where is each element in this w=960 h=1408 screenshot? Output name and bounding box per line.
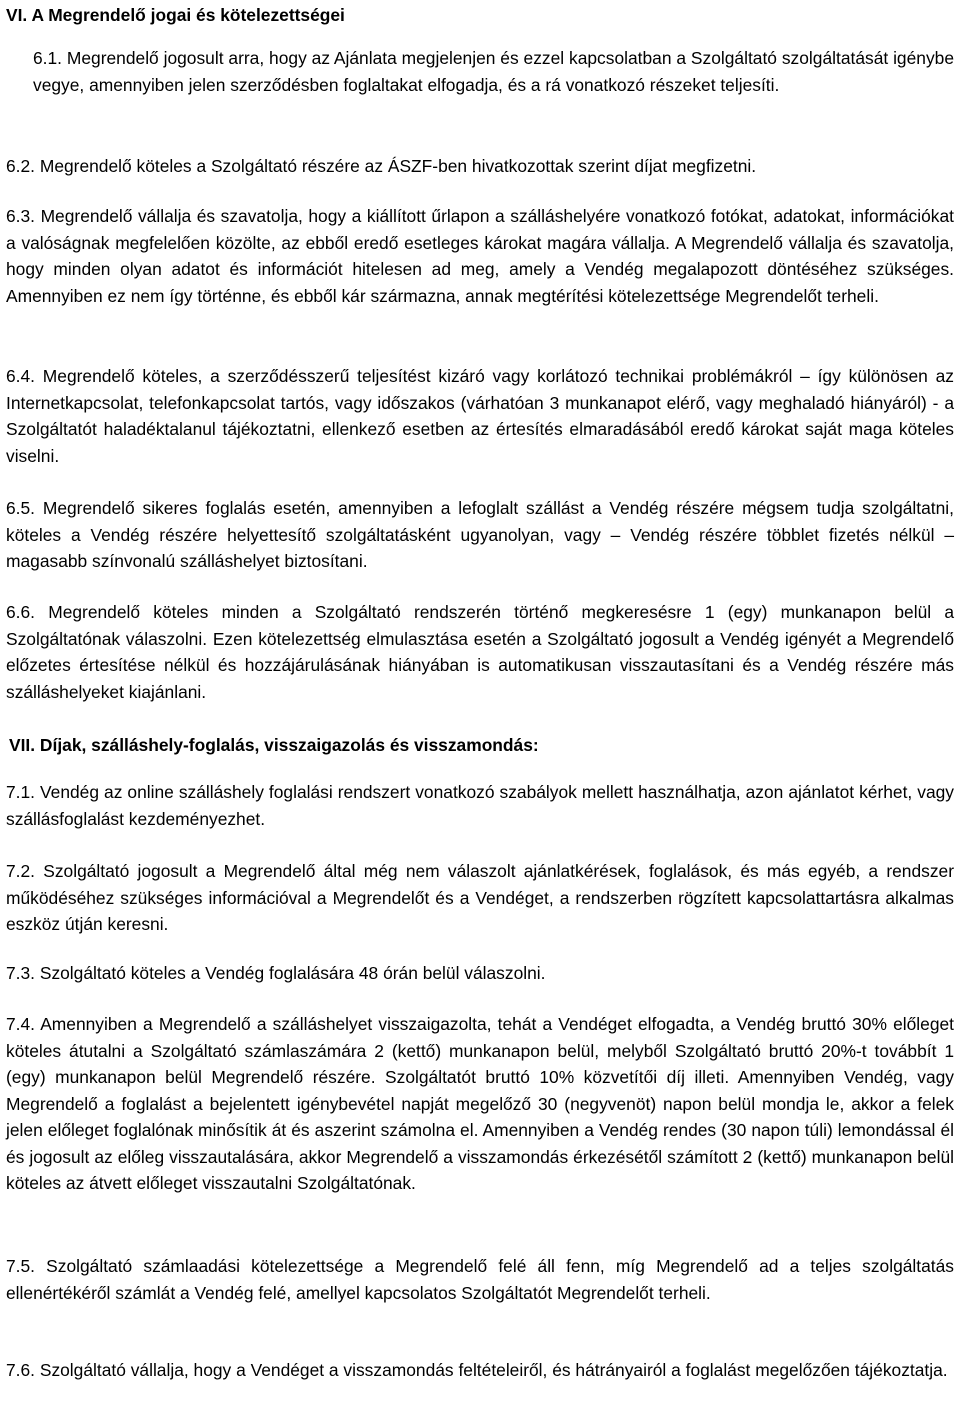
paragraph-6-4: 6.4. Megrendelő köteles, a szerződésszerű teljesítést kizáró vagy korlátozó technikai problémákról – így különösen az Internetkapcsolat, telefonkapcsolat tartós, vagy időszakos (várhatóan 3 munkanapot elérő, vagy meghaladó hiányáról) - a Szolgáltatót haladéktalanul tájékoztatni, ellenkező esetben az értesítés elmaradásából eredő károkat saját maga köteles viselni. (6, 366, 954, 466)
paragraph-7-4: 7.4. Amennyiben a Megrendelő a szálláshelyet visszaigazolta, tehát a Vendéget elfogadta, a Vendég bruttó 30% előleget köteles átutalni a Szolgáltató számlaszámára 2 (kettő) munkanapon belül, melyből Szolgáltató bruttó 20%-t továbbít 1 (egy) munkanapon belül Megrendelő részére. Szolgáltatót bruttó 10% közvetítői díj illeti. Amennyiben Vendég, vagy Megrendelő a foglalást a bejelentett igénybevétel napját megelőző 30 (negyvenöt) napon belül mondja le, akkor a felek jelen előleget foglalónak minősítik át és aszerint számolna el. Amennyiben a Vendég rendes (30 napon túli) lemondással él és jogosult az előleg visszautalására, akkor Megrendelő a visszamondás érkezésétől számított 2 (kettő) munkanapon belül köteles az átvett előleget visszautalni Szolgáltatónak. (6, 1014, 954, 1193)
paragraph-6-5: 6.5. Megrendelő sikeres foglalás esetén, amennyiben a lefoglalt szállást a Vendég részére mégsem tudja szolgáltatni, köteles a Vendég részére helyettesítő szolgáltatásként ugyanolyan, vagy – Vendég részére többlet fizetés nélkül – magasabb színvonalú szálláshelyet biztosítani. (6, 498, 954, 571)
section-heading: VI. A Megrendelő jogai és kötelezettségei (6, 5, 345, 25)
paragraph-6-1: 6.1. Megrendelő jogosult arra, hogy az Ajánlata megjelenjen és ezzel kapcsolatban a Szolgáltató szolgáltatását igénybe vegye, amennyiben jelen szerződésben foglaltakat elfogadja, és a rá vonatkozó részeket teljesíti. (33, 48, 954, 95)
paragraph-7-2: 7.2. Szolgáltató jogosult a Megrendelő által még nem válaszolt ajánlatkérések, foglalások, és más egyéb, a rendszer működéséhez szükséges információval a Megrendelőt és a Vendéget, a rendszerben rögzített kapcsolattartásra alkalmas eszköz útján keresni. (6, 861, 954, 934)
section-heading: VII. Díjak, szálláshely-foglalás, visszaigazolás és visszamondás: (9, 735, 539, 755)
paragraph-6-2: 6.2. Megrendelő köteles a Szolgáltató részére az ÁSZF-ben hivatkozottak szerint díjat megfizetni. (6, 156, 757, 176)
paragraph-6-6: 6.6. Megrendelő köteles minden a Szolgáltató rendszerén történő megkeresésre 1 (egy) munkanapon belül a Szolgáltatónak válaszolni. Ezen kötelezettség elmulasztása esetén a Szolgáltató jogosult a Vendég igényét a Megrendelő előzetes értesítése nélkül és hozzájárulásának hiányában is automatikusan visszautasítani és a Vendég részére más szálláshelyeket kiajánlani. (6, 602, 954, 702)
paragraph-6-3: 6.3. Megrendelő vállalja és szavatolja, hogy a kiállított űrlapon a szálláshelyére vonatkozó fotókat, adatokat, információkat a valóságnak megfelelően közölte, az ebből eredő esetleges károkat magára vállalja. A Megrendelő vállalja és szavatolja, hogy minden olyan adatot és információt hitelesen ad meg, amely a Vendég megalapozott döntéséhez szükséges. Amennyiben ez nem így történne, és ebből kár származna, annak megtérítési kötelezettsége Megrendelőt terheli. (6, 206, 954, 306)
paragraph-7-1: 7.1. Vendég az online szálláshely foglalási rendszert vonatkozó szabályok mellett használhatja, azon ajánlatot kérhet, vagy szállásfoglalást kezdeményezhet. (6, 782, 954, 829)
paragraph-7-3: 7.3. Szolgáltató köteles a Vendég foglalására 48 órán belül válaszolni. (6, 963, 546, 983)
paragraph-7-5: 7.5. Szolgáltató számlaadási kötelezettsége a Megrendelő felé áll fenn, míg Megrendelő ad a teljes szolgáltatás ellenértékéről számlát a Vendég felé, amellyel kapcsolatos Szolgáltatót Megrendelőt terheli. (6, 1256, 954, 1303)
paragraph-7-6: 7.6. Szolgáltató vállalja, hogy a Vendéget a visszamondás feltételeiről, és hátrányairól a foglalást megelőzően tájékoztatja. (6, 1360, 948, 1380)
